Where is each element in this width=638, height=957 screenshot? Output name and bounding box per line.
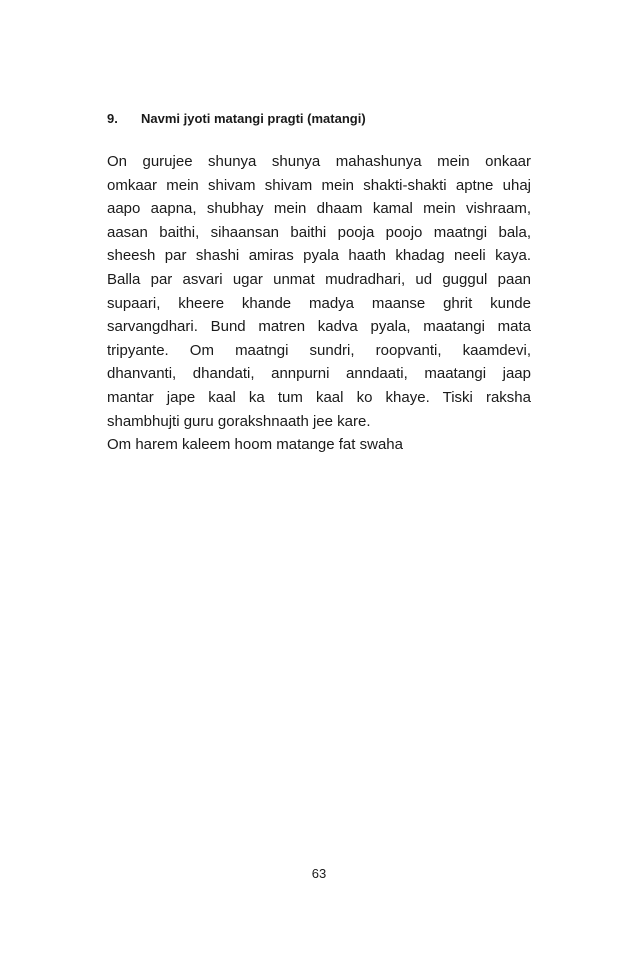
paragraph-line: On gurujee shunya shunya mahashunya mein onkaar [107, 153, 531, 170]
paragraph-line: omkaar mein shivam shivam mein shakti-shakti aptne uhaj [107, 176, 531, 194]
paragraph-line: tripyante. Om maatngi sundri, roopvanti, kaamdevi, [107, 341, 531, 359]
paragraph-line: aapo aapna, shubhay mein dhaam kamal mein vishraam, [107, 200, 531, 218]
mantra-paragraph [107, 150, 531, 457]
paragraph-line: sheesh par shashi amiras pyala haath khadag neeli kaya. [107, 247, 531, 265]
paragraph-line: Om harem kaleem hoom matange fat swaha [107, 436, 403, 454]
paragraph-line: aasan baithi, sihaansan baithi pooja poojo maatngi bala, [107, 223, 531, 241]
paragraph-line: dhanvanti, dhandati, annpurni anndaati, maatangi jaap [107, 365, 531, 383]
section-heading [107, 111, 547, 126]
paragraph-line: supaari, kheere khande madya maanse ghrit kunde [107, 294, 531, 312]
page-number: 63 [311, 866, 327, 881]
paragraph-line: shambhujti guru gorakshnaath jee kare. [107, 412, 371, 430]
section-title: Navmi jyoti matangi pragti (matangi) [141, 111, 366, 126]
paragraph-line: mantar jape kaal ka tum kaal ko khaye. Tiski raksha [107, 388, 531, 406]
section-number: 9. [107, 111, 118, 126]
paragraph-line: Balla par asvari ugar unmat mudradhari, ud guggul paan [107, 270, 531, 288]
paragraph-line: sarvangdhari. Bund matren kadva pyala, maatangi mata [107, 318, 531, 336]
